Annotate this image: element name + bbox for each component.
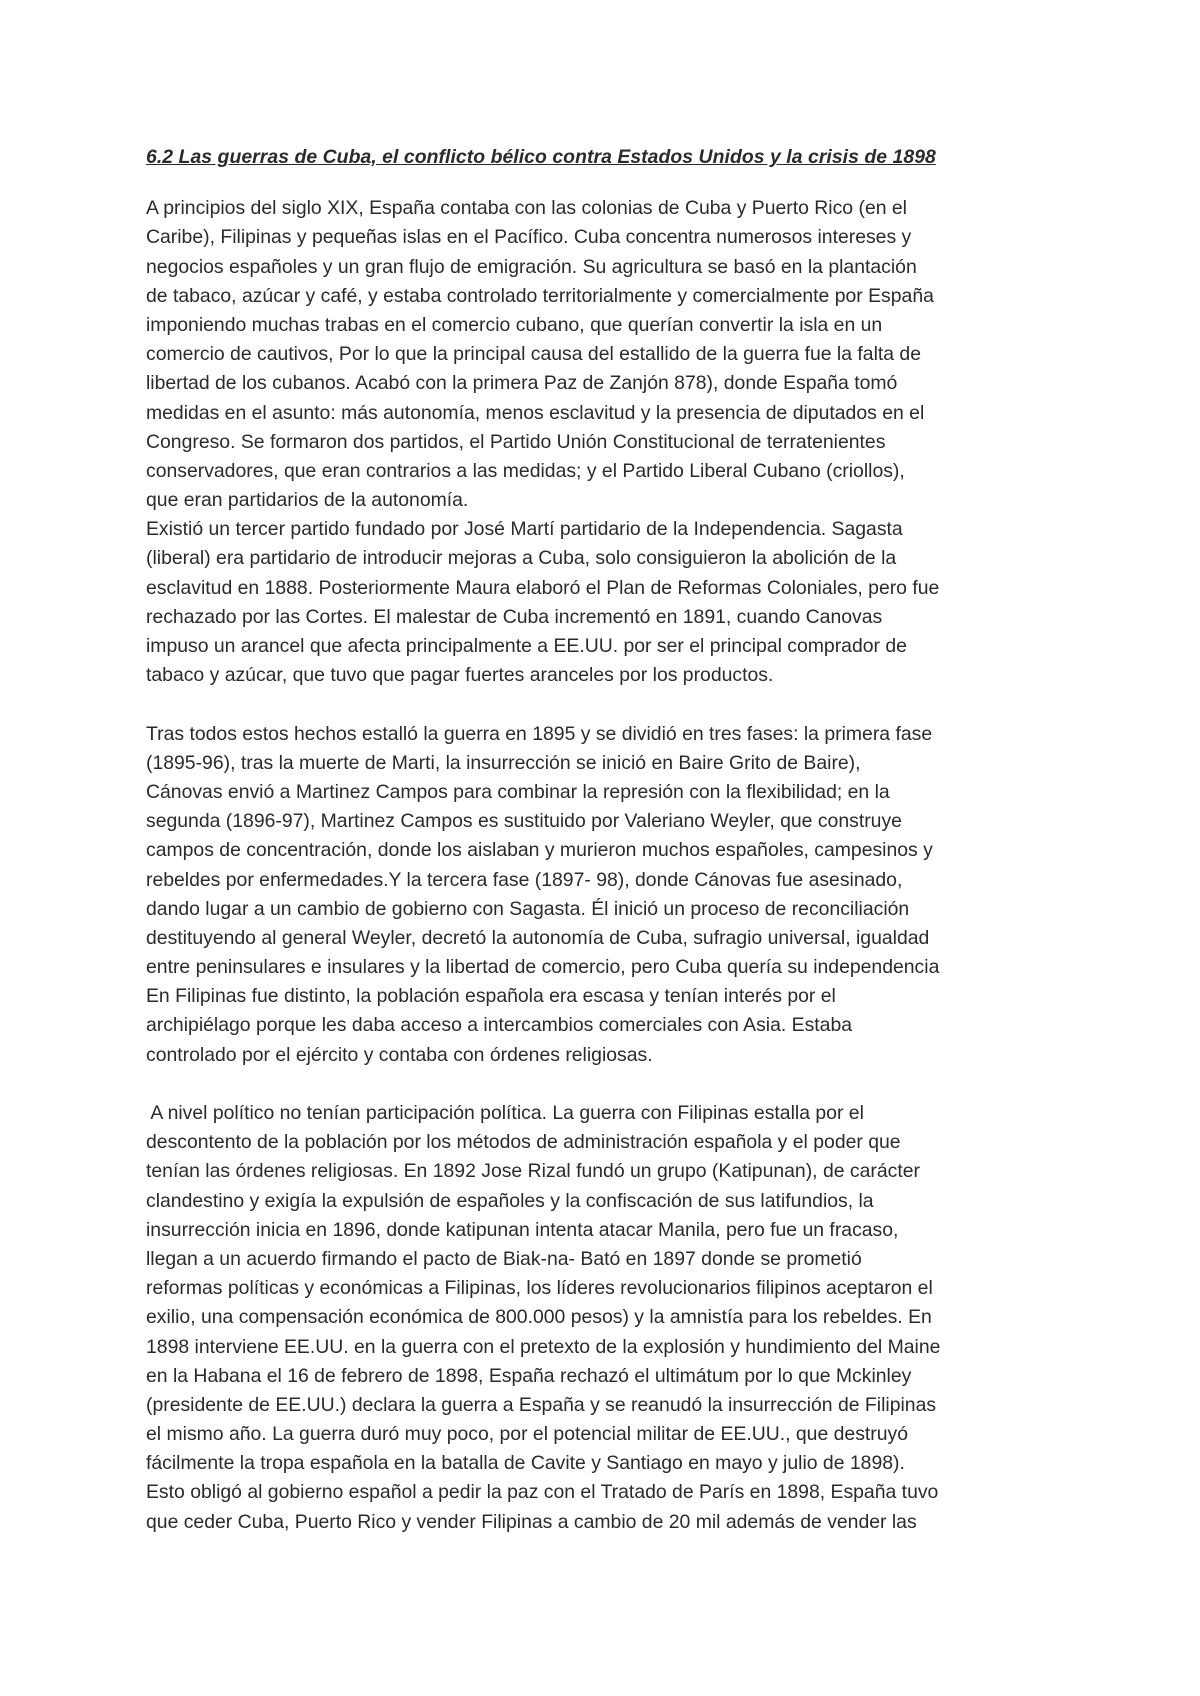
text-line: (liberal) era partidario de introducir mejoras a Cuba, solo consiguieron la abolición de la <box>146 547 897 570</box>
text-line: insurrección inicia en 1896, donde katipunan intenta atacar Manila, pero fue un fracaso, <box>146 1218 899 1241</box>
text-line: Esto obligó al gobierno español a pedir la paz con el Tratado de París en 1898, España tuvo <box>146 1481 939 1504</box>
text-line: controlado por el ejército y contaba con órdenes religiosas. <box>146 1043 653 1066</box>
text-line: exilio, una compensación económica de 800.000 pesos) y la amnistía para los rebeldes. En <box>146 1306 932 1329</box>
text-line: En Filipinas fue distinto, la población española era escasa y tenían interés por el <box>146 985 836 1008</box>
text-line: 1898 interviene EE.UU. en la guerra con el pretexto de la explosión y hundimiento del Maine <box>146 1335 941 1358</box>
text-line: llegan a un acuerdo firmando el pacto de Biak-na- Bató en 1897 donde se prometió <box>146 1247 862 1270</box>
text-line: en la Habana el 16 de febrero de 1898, España rechazó el ultimátum por lo que Mckinley <box>146 1364 912 1387</box>
text-line: archipiélago porque les daba acceso a intercambios comerciales con Asia. Estaba <box>146 1014 853 1037</box>
text-line: fácilmente la tropa española en la batalla de Cavite y Santiago en mayo y julio de 1898). <box>146 1452 905 1475</box>
text-line: negocios españoles y un gran flujo de emigración. Su agricultura se basó en la plantación <box>146 255 917 278</box>
text-line: medidas en el asunto: más autonomía, menos esclavitud y la presencia de diputados en el <box>146 401 925 424</box>
text-line: esclavitud en 1888. Posteriormente Maura elaboró el Plan de Reformas Coloniales, pero fue <box>146 576 940 599</box>
text-line: conservadores, que eran contrarios a las medidas; y el Partido Liberal Cubano (criollos), <box>146 459 905 482</box>
text-line: A principios del siglo XIX, España contaba con las colonias de Cuba y Puerto Rico (en el <box>146 197 907 220</box>
text-line: reformas políticas y económicas a Filipinas, los líderes revolucionarios filipinos aceptaron el <box>146 1277 933 1300</box>
text-line: Cánovas envió a Martinez Campos para combinar la represión con la flexibilidad; en la <box>146 780 890 803</box>
text-line: A nivel político no tenían participación política. La guerra con Filipinas estalla por el <box>146 1102 864 1125</box>
paragraphs-container <box>146 194 1066 1537</box>
text-line: Existió un tercer partido fundado por José Martí partidario de la Independencia. Sagasta <box>146 518 903 541</box>
text-line: que eran partidarios de la autonomía. <box>146 489 469 512</box>
text-line: Caribe), Filipinas y pequeñas islas en el Pacífico. Cuba concentra numerosos intereses y <box>146 226 912 249</box>
text-line: Tras todos estos hechos estalló la guerra en 1895 y se dividió en tres fases: la primera fase <box>146 722 933 745</box>
document-body <box>146 143 1066 1537</box>
text-line: imponiendo muchas trabas en el comercio cubano, que querían convertir la isla en un <box>146 313 883 336</box>
text-line: comercio de cautivos, Por lo que la principal causa del estallido de la guerra fue la falta de <box>146 343 922 366</box>
paragraph <box>146 1099 1066 1537</box>
paragraph-gap <box>146 1070 1066 1099</box>
text-line: rechazado por las Cortes. El malestar de Cuba incrementó en 1891, cuando Canovas <box>146 605 883 628</box>
text-line: tenían las órdenes religiosas. En 1892 Jose Rizal fundó un grupo (Katipunan), de carácter <box>146 1160 920 1183</box>
text-line: campos de concentración, donde los aislaban y murieron muchos españoles, campesinos y <box>146 839 933 862</box>
text-line: libertad de los cubanos. Acabó con la primera Paz de Zanjón 878), donde España tomó <box>146 372 898 395</box>
text-line: Congreso. Se formaron dos partidos, el Partido Unión Constitucional de terratenientes <box>146 430 886 453</box>
text-line: dando lugar a un cambio de gobierno con Sagasta. Él inició un proceso de reconciliación <box>146 897 910 920</box>
text-line: entre peninsulares e insulares y la libertad de comercio, pero Cuba quería su independencia <box>146 956 940 979</box>
text-line: rebeldes por enfermedades.Y la tercera fase (1897- 98), donde Cánovas fue asesinado, <box>146 868 903 891</box>
text-line: (1895-96), tras la muerte de Marti, la insurrección se inició en Baire Grito de Baire), <box>146 751 861 774</box>
text-line: descontento de la población por los métodos de administración española y el poder que <box>146 1131 901 1154</box>
text-line: segunda (1896-97), Martinez Campos es sustituido por Valeriano Weyler, que construye <box>146 810 902 833</box>
text-line: impuso un arancel que afecta principalmente a EE.UU. por ser el principal comprador de <box>146 635 907 658</box>
text-line: (presidente de EE.UU.) declara la guerra a España y se reanudó la insurrección de Filipinas <box>146 1393 937 1416</box>
text-line: destituyendo al general Weyler, decretó la autonomía de Cuba, sufragio universal, igualdad <box>146 926 930 949</box>
paragraph <box>146 194 1066 690</box>
text-line: que ceder Cuba, Puerto Rico y vender Filipinas a cambio de 20 mil además de vender las <box>146 1510 917 1533</box>
section-title: 6.2 Las guerras de Cuba, el conflicto bélico contra Estados Unidos y la crisis de 1898 <box>146 146 936 168</box>
text-line: de tabaco, azúcar y café, y estaba controlado territorialmente y comercialmente por España <box>146 284 934 307</box>
text-line: tabaco y azúcar, que tuvo que pagar fuertes aranceles por los productos. <box>146 664 774 687</box>
text-line: clandestino y exigía la expulsión de españoles y la confiscación de sus latifundios, la <box>146 1189 874 1212</box>
paragraph-gap <box>146 690 1066 719</box>
text-line: el mismo año. La guerra duró muy poco, por el potencial militar de EE.UU., que destruyó <box>146 1423 909 1446</box>
paragraph <box>146 720 1066 1070</box>
